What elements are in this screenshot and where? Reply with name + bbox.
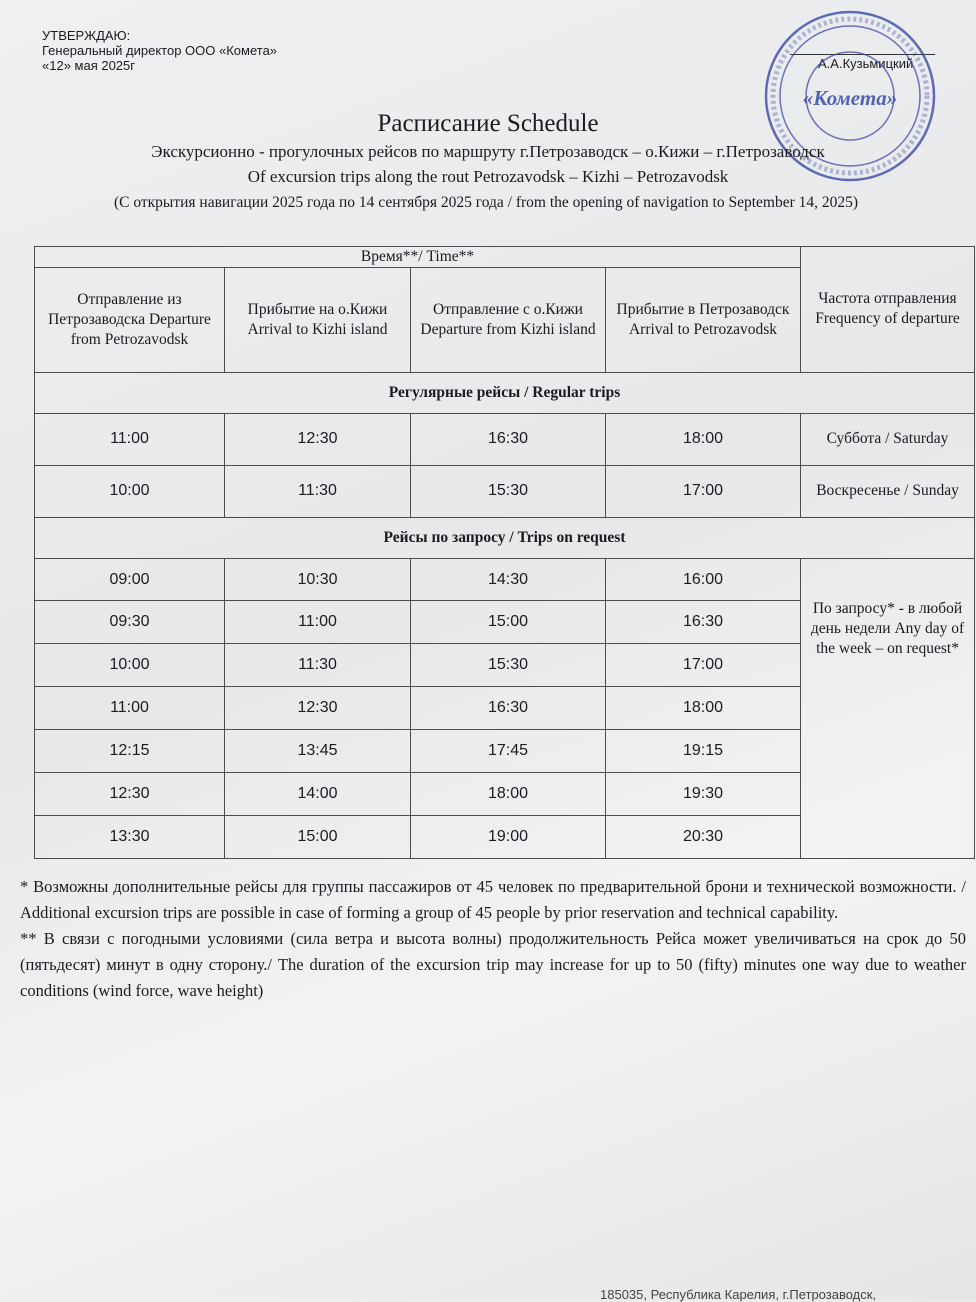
time-cell: 11:00: [35, 687, 225, 730]
time-cell: 20:30: [606, 816, 801, 859]
time-cell: 12:30: [225, 413, 411, 465]
subtitle-ru: Экскурсионно - прогулочных рейсов по маршруту г.Петрозаводск – о.Кижи – г.Петрозаводск: [151, 142, 825, 161]
time-cell: 09:00: [35, 558, 225, 601]
time-cell: 11:00: [225, 601, 411, 644]
footer-address: 185035, Республика Карелия, г.Петрозаводск,: [600, 1287, 877, 1302]
footnote-extra-trips: * Возможны дополнительные рейсы для группы пассажиров от 45 человек по предварительной брони и технической возможности. / Additional excursion trips are possible in case of forming a group of 45 people by prior reservation and technical capability.: [20, 877, 966, 922]
time-cell: 18:00: [411, 773, 606, 816]
time-cell: 14:30: [411, 558, 606, 601]
frequency-cell: Суббота / Saturday: [801, 413, 975, 465]
time-cell: 16:30: [606, 601, 801, 644]
time-header-row: [35, 247, 975, 268]
time-cell: 16:30: [411, 687, 606, 730]
time-cell: 15:30: [411, 465, 606, 517]
footnotes: [20, 874, 966, 1004]
stamp-center-text: «Комета»: [802, 86, 898, 110]
table-row: [35, 465, 975, 517]
request-frequency-cell: По запросу* - в любой день недели Any day of the week – on request*: [801, 558, 975, 858]
time-cell: 12:30: [35, 773, 225, 816]
time-cell: 17:00: [606, 465, 801, 517]
request-trips-title: Рейсы по запросу / Trips on request: [35, 517, 975, 558]
time-cell: 15:00: [225, 816, 411, 859]
regular-section-row: [35, 372, 975, 413]
frequency-cell: Воскресенье / Sunday: [801, 465, 975, 517]
validity-period: (С открытия навигации 2025 года по 14 сентября 2025 года / from the opening of navigation to September 14, 2025): [113, 194, 859, 211]
time-cell: 13:30: [35, 816, 225, 859]
request-section-row: [35, 517, 975, 558]
approval-date: «12» мая 2025г: [42, 58, 136, 73]
time-cell: 19:00: [411, 816, 606, 859]
time-header: Время**/ Time**: [35, 247, 801, 268]
column-header-departure-kizhi: Отправление с о.Кижи Departure from Kizhi island: [411, 268, 606, 372]
time-cell: 18:00: [606, 413, 801, 465]
regular-trips-title: Регулярные рейсы / Regular trips: [35, 372, 975, 413]
time-cell: 11:30: [225, 644, 411, 687]
time-cell: 10:30: [225, 558, 411, 601]
time-cell: 18:00: [606, 687, 801, 730]
time-cell: 10:00: [35, 644, 225, 687]
time-cell: 15:30: [411, 644, 606, 687]
time-cell: 10:00: [35, 465, 225, 517]
time-cell: 19:30: [606, 773, 801, 816]
footnote-weather: ** В связи с погодными условиями (сила ветра и высота волны) продолжительность Рейса может увеличиваться на срок до 50 (пятьдесят) минут в одну сторону./ The duration of the excursion trip may increase for up to 50 (fifty) minutes one way due to weather conditions (wind force, wave height): [20, 929, 966, 1000]
column-header-arrival-petrozavodsk: Прибытие в Петрозаводск Arrival to Petrozavodsk: [606, 268, 801, 372]
time-cell: 19:15: [606, 730, 801, 773]
time-cell: 09:30: [35, 601, 225, 644]
director-name: А.А.Кузьмицкий: [818, 56, 914, 71]
approval-block: [42, 28, 277, 73]
time-cell: 16:30: [411, 413, 606, 465]
time-cell: 11:00: [35, 413, 225, 465]
time-cell: 17:00: [606, 644, 801, 687]
time-cell: 12:30: [225, 687, 411, 730]
table-row: [35, 413, 975, 465]
column-header-arrival-kizhi: Прибытие на о.Кижи Arrival to Kizhi island: [225, 268, 411, 372]
approval-label: УТВЕРЖДАЮ:: [42, 28, 131, 43]
subtitle-en: Of excursion trips along the rout Petrozavodsk – Kizhi – Petrozavodsk: [247, 167, 729, 186]
time-cell: 15:00: [411, 601, 606, 644]
time-cell: 11:30: [225, 465, 411, 517]
time-cell: 12:15: [35, 730, 225, 773]
frequency-header: Частота отправления Frequency of departure: [801, 247, 975, 373]
column-header-departure-petrozavodsk: Отправление из Петрозаводска Departure from Petrozavodsk: [35, 268, 225, 372]
time-cell: 14:00: [225, 773, 411, 816]
time-cell: 16:00: [606, 558, 801, 601]
table-row: [35, 558, 975, 601]
time-cell: 13:45: [225, 730, 411, 773]
schedule-table: [34, 246, 975, 859]
director-title: Генеральный директор ООО «Комета»: [42, 43, 278, 58]
page-title: Расписание Schedule: [377, 110, 599, 137]
time-cell: 17:45: [411, 730, 606, 773]
